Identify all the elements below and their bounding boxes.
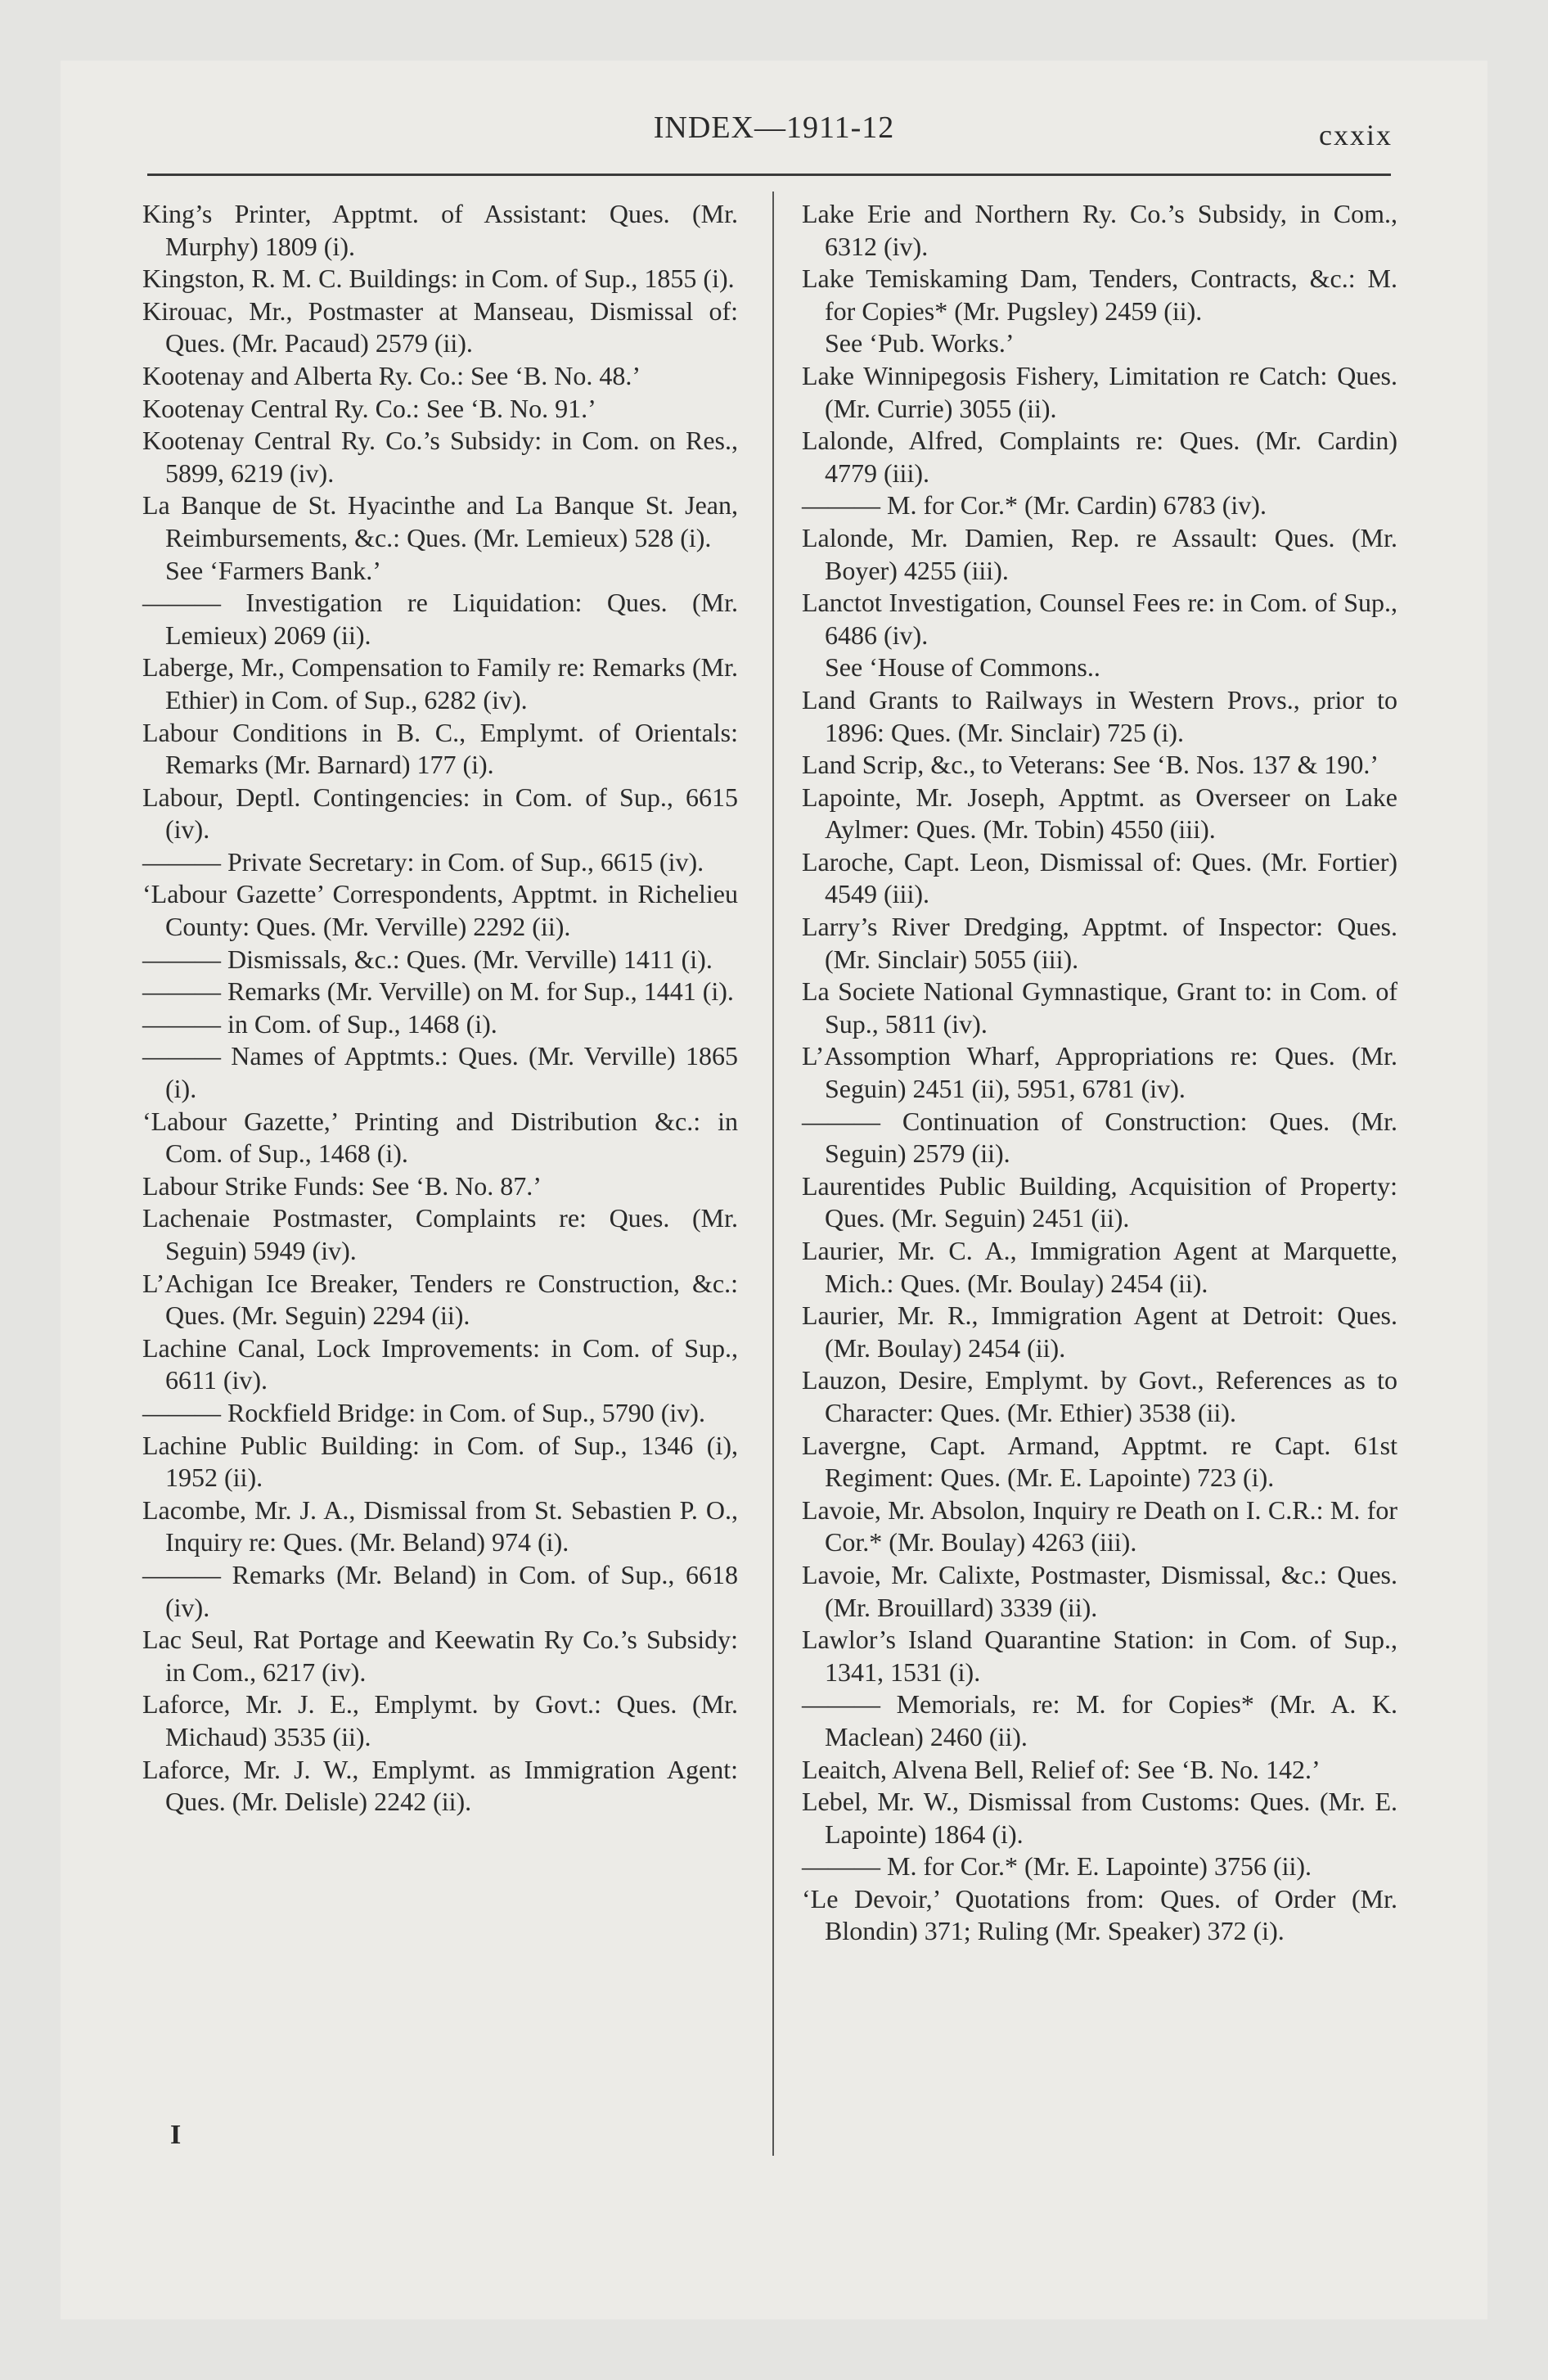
index-entry: Kootenay Central Ry. Co.’s Subsidy: in Com. on Res., 5899, 6219 (iv). [142,426,738,488]
index-entry: Lake Winnipegosis Fishery, Limitation re Catch: Ques. (Mr. Currie) 3055 (ii). [802,360,1397,423]
index-subentry: ——— Names of Apptmts.: Ques. (Mr. Verville) 1865 (i). [142,1041,738,1104]
index-entry: Lachine Canal, Lock Improvements: in Com. of Sup., 6611 (iv). [142,1332,738,1395]
index-entry: Laforce, Mr. J. E., Emplymt. by Govt.: Ques. (Mr. Michaud) 3535 (ii). [142,1689,738,1751]
index-entry: Lacombe, Mr. J. A., Dismissal from St. Sebastien P. O., Inquiry re: Ques. (Mr. Beland) 974 (i). [142,1494,738,1557]
index-entry: Labour Strike Funds: See ‘B. No. 87.’ [142,1170,542,1201]
index-entry: King’s Printer, Apptmt. of Assistant: Ques. (Mr. Murphy) 1809 (i). [142,199,738,261]
index-subentry: ——— Dismissals, &c.: Ques. (Mr. Verville) 1411 (i). [142,944,713,974]
index-entry: Lavergne, Capt. Armand, Apptmt. re Capt. 61st Regiment: Ques. (Mr. E. Lapointe) 723 (i). [802,1430,1397,1493]
index-entry: Lake Temiskaming Dam, Tenders, Contracts, &c.: M. for Copies* (Mr. Pugsley) 2459 (ii). [802,264,1397,326]
index-entry: Laurentides Public Building, Acquisition of Property: Ques. (Mr. Seguin) 2451 (ii). [802,1170,1397,1233]
index-entry: L’Achigan Ice Breaker, Tenders re Construction, &c.: Ques. (Mr. Seguin) 2294 (ii). [142,1268,738,1331]
index-subentry: ——— Remarks (Mr. Verville) on M. for Sup., 1441 (i). [142,976,734,1007]
index-entry: ‘Le Devoir,’ Quotations from: Ques. of Order (Mr. Blondin) 371; Ruling (Mr. Speaker) 372 (i). [802,1883,1397,1946]
index-entry: Laurier, Mr. C. A., Immigration Agent at Marquette, Mich.: Ques. (Mr. Boulay) 2454 (ii). [802,1236,1397,1298]
index-entry: ‘Labour Gazette’ Correspondents, Apptmt. in Richelieu County: Ques. (Mr. Verville) 2292 (ii). [142,879,738,942]
index-entry: Laberge, Mr., Compensation to Family re: Remarks (Mr. Ethier) in Com. of Sup., 6282 (iv). [142,652,738,714]
index-cross-reference: See ‘Farmers Bank.’ [165,555,381,585]
page-number: cxxix [1319,119,1393,151]
index-cross-reference: See ‘Pub. Works.’ [825,328,1015,358]
header-rule [147,174,1391,176]
index-entry: Lac Seul, Rat Portage and Keewatin Ry Co.’s Subsidy: in Com., 6217 (iv). [142,1625,738,1687]
index-entry: Laforce, Mr. J. W., Emplymt. as Immigration Agent: Ques. (Mr. Delisle) 2242 (ii). [142,1754,738,1817]
index-subentry: ——— Private Secretary: in Com. of Sup., 6615 (iv). [142,846,704,877]
index-entry: Lachine Public Building: in Com. of Sup., 1346 (i), 1952 (ii). [142,1430,738,1493]
index-entry: L’Assomption Wharf, Appropriations re: Ques. (Mr. Seguin) 2451 (ii), 5951, 6781 (iv). [802,1041,1397,1104]
index-subentry: ——— in Com. of Sup., 1468 (i). [142,1008,497,1039]
index-entry: La Societe National Gymnastique, Grant to: in Com. of Sup., 5811 (iv). [802,976,1397,1039]
index-entry: Lalonde, Alfred, Complaints re: Ques. (Mr. Cardin) 4779 (iii). [802,426,1397,488]
index-entry: Lavoie, Mr. Absolon, Inquiry re Death on I. C.R.: M. for Cor.* (Mr. Boulay) 4263 (iii). [802,1494,1397,1557]
index-subentry: ——— Continuation of Construction: Ques. (Mr. Seguin) 2579 (ii). [802,1106,1397,1169]
index-entry: Lalonde, Mr. Damien, Rep. re Assault: Ques. (Mr. Boyer) 4255 (iii). [802,522,1397,585]
index-page [61,61,1487,2319]
index-entry: Laurier, Mr. R., Immigration Agent at Detroit: Ques. (Mr. Boulay) 2454 (ii). [802,1300,1397,1363]
index-entry: Kootenay Central Ry. Co.: See ‘B. No. 91.’ [142,393,596,423]
index-entry: Lanctot Investigation, Counsel Fees re: in Com. of Sup., 6486 (iv). [802,588,1397,650]
right-column [802,198,1397,1948]
index-entry: Kootenay and Alberta Ry. Co.: See ‘B. No. 48.’ [142,360,641,390]
index-subentry: ——— M. for Cor.* (Mr. E. Lapointe) 3756 (ii). [802,1851,1312,1882]
index-subentry: ——— Investigation re Liquidation: Ques. (Mr. Lemieux) 2069 (ii). [142,588,738,650]
index-entry: Larry’s River Dredging, Apptmt. of Inspector: Ques. (Mr. Sinclair) 5055 (iii). [802,912,1397,974]
index-entry: Leaitch, Alvena Bell, Relief of: See ‘B. No. 142.’ [802,1754,1321,1784]
column-divider [772,192,774,2156]
index-entry: Kingston, R. M. C. Buildings: in Com. of Sup., 1855 (i). [142,264,735,294]
index-entry: Laroche, Capt. Leon, Dismissal of: Ques. (Mr. Fortier) 4549 (iii). [802,846,1397,909]
index-entry: Kirouac, Mr., Postmaster at Manseau, Dismissal of: Ques. (Mr. Pacaud) 2579 (ii). [142,295,738,358]
running-title: INDEX—1911-12 [653,110,895,145]
index-entry: Land Grants to Railways in Western Provs., prior to 1896: Ques. (Mr. Sinclair) 725 (i). [802,684,1397,747]
index-entry: Lapointe, Mr. Joseph, Apptmt. as Overseer on Lake Aylmer: Ques. (Mr. Tobin) 4550 (iii). [802,782,1397,845]
index-cross-reference: See ‘House of Commons.. [825,652,1100,683]
index-subentry: ——— Rockfield Bridge: in Com. of Sup., 5790 (iv). [142,1397,705,1427]
index-entry: Lake Erie and Northern Ry. Co.’s Subsidy, in Com., 6312 (iv). [802,199,1397,261]
index-subentry: ——— M. for Cor.* (Mr. Cardin) 6783 (iv). [802,490,1267,521]
index-entry: Lauzon, Desire, Emplymt. by Govt., References as to Character: Ques. (Mr. Ethier) 3538 (ii). [802,1365,1397,1427]
index-entry: ‘Labour Gazette,’ Printing and Distribution &c.: in Com. of Sup., 1468 (i). [142,1106,738,1169]
index-entry: Labour Conditions in B. C., Emplymt. of Orientals: Remarks (Mr. Barnard) 177 (i). [142,717,738,780]
index-entry: Lebel, Mr. W., Dismissal from Customs: Ques. (Mr. E. Lapointe) 1864 (i). [802,1787,1397,1849]
index-entry: Land Scrip, &c., to Veterans: See ‘B. Nos. 137 & 190.’ [802,750,1379,780]
index-subentry: ——— Memorials, re: M. for Copies* (Mr. A. K. Maclean) 2460 (ii). [802,1689,1397,1751]
index-entry: Lachenaie Postmaster, Complaints re: Ques. (Mr. Seguin) 5949 (iv). [142,1203,738,1265]
left-column [142,198,738,1819]
index-entry: La Banque de St. Hyacinthe and La Banque St. Jean, Reimbursements, &c.: Ques. (Mr. Lemieux) 528 (i). [142,490,738,552]
index-entry: Labour, Deptl. Contingencies: in Com. of Sup., 6615 (iv). [142,782,738,845]
index-entry: Lavoie, Mr. Calixte, Postmaster, Dismissal, &c.: Ques. (Mr. Brouillard) 3339 (ii). [802,1559,1397,1622]
signature-mark: I [170,2120,182,2150]
index-subentry: ——— Remarks (Mr. Beland) in Com. of Sup., 6618 (iv). [142,1559,738,1622]
index-entry: Lawlor’s Island Quarantine Station: in Com. of Sup., 1341, 1531 (i). [802,1625,1397,1687]
